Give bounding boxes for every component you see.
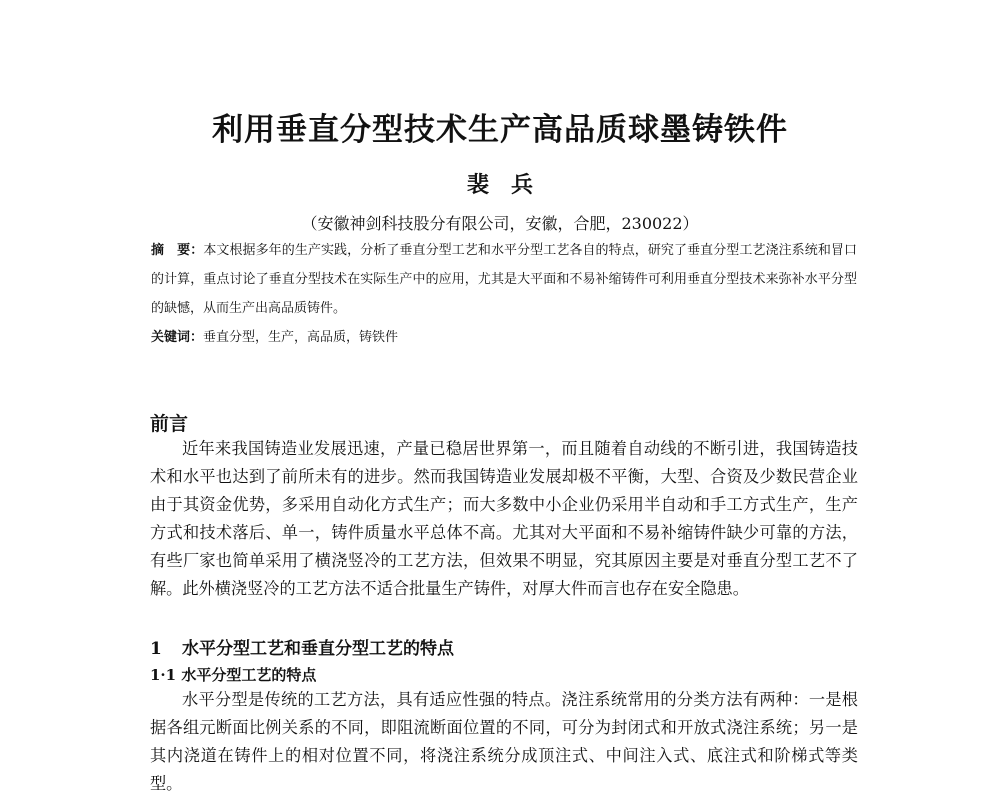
keywords-text: 垂直分型，生产，高品质，铸铁件 bbox=[203, 330, 399, 345]
intro-paragraph: 近年来我国铸造业发展迅速，产量已稳居世界第一，而且随着自动线的不断引进，我国铸造技术和水平也达到了前所未有的进步。然而我国铸造业发展却极不平衡，大型、合资及少数民营企业由于其资金优势，多采用自动化方式生产；而大多数中小企业仍采用半自动和手工方式生产，生产方式和技术落后、单一，铸件质量水平总体不高。尤其对大平面和不易补缩铸件缺少可靠的方法，有些厂家也简单采用了横浇竖冷的工艺方法，但效果不明显，究其原因主要是对垂直分型工艺不了解。此外横浇竖冷的工艺方法不适合批量生产铸件，对厚大件而言也存在安全隐患。 bbox=[150, 439, 858, 598]
section-1-title: 水平分型工艺和垂直分型工艺的特点 bbox=[182, 639, 454, 659]
keywords-label: 关键词： bbox=[151, 330, 204, 345]
author-name: 裴兵 bbox=[466, 172, 555, 198]
abstract-label: 摘 要： bbox=[151, 243, 204, 258]
keywords bbox=[151, 323, 857, 352]
affiliation: （安徽神剑科技股分有限公司，安徽，合肥，230022） bbox=[301, 214, 699, 233]
section-1-heading bbox=[150, 634, 454, 659]
section-1-1-heading: 1·1 水平分型工艺的特点 bbox=[150, 666, 317, 684]
abstract-text: 本文根据多年的生产实践，分析了垂直分型工艺和水平分型工艺各自的特点，研究了垂直分型工艺浇注系统和冒口的计算，重点讨论了垂直分型技术在实际生产中的应用，尤其是大平面和不易补缩铸件可利用垂直分型技术来弥补水平分型的缺憾，从而生产出高品质铸件。 bbox=[151, 243, 857, 316]
section-1-number: 1 bbox=[150, 639, 162, 659]
abstract bbox=[151, 236, 857, 323]
paper-title: 利用垂直分型技术生产高品质球墨铸铁件 bbox=[212, 112, 788, 148]
section-1-1-paragraph: 水平分型是传统的工艺方法，具有适应性强的特点。浇注系统常用的分类方法有两种：一是根据各组元断面比例关系的不同，即阻流断面位置的不同，可分为封闭式和开放式浇注系统；另一是其内浇道在铸件上的相对位置不同，将浇注系统分成顶注式、中间注入式、底注式和阶梯式等类型。 bbox=[150, 690, 858, 793]
intro-heading: 前言 bbox=[150, 413, 189, 435]
